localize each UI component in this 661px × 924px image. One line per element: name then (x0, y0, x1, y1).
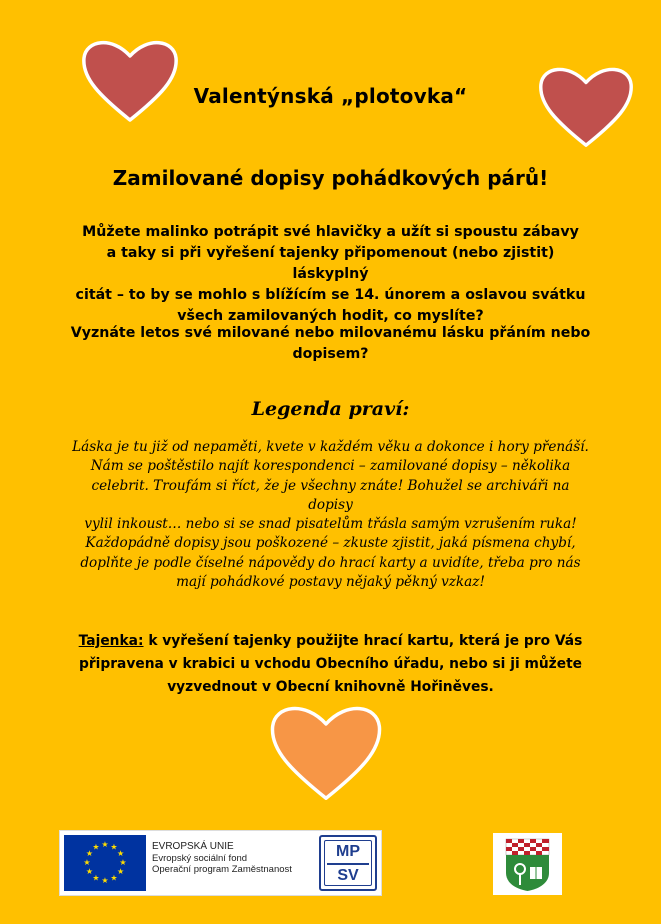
svg-text:★: ★ (92, 842, 100, 852)
intro-paragraph (70, 222, 591, 327)
eu-logo (59, 830, 382, 896)
eu-flag-icon (64, 835, 146, 891)
svg-text:★: ★ (85, 849, 93, 858)
mpsv-logo (319, 835, 377, 891)
mpsv-top: MP (336, 843, 360, 860)
tajenka-text: k vyřešení tajenky použijte hrací kartu, která je pro Vás (143, 633, 583, 649)
legend-line: mají pohádkové postavy nějaký pěkný vzkaz! (176, 574, 485, 591)
eu-program: Operační program Zaměstnanost (152, 864, 292, 875)
svg-text:★: ★ (110, 842, 118, 852)
legend-paragraph (68, 438, 593, 592)
intro-line: všech zamilovaných hodit, co myslíte? (177, 308, 484, 324)
tajenka-line: vyzvednout v Obecní knihovně Hořiněves. (167, 679, 494, 695)
intro-line: Můžete malinko potrápit své hlavičky a užít si spoustu zábavy (82, 224, 579, 240)
svg-text:★: ★ (117, 849, 125, 858)
eu-logo-text (152, 841, 312, 876)
legend-line: Každopádně dopisy jsou poškozené – zkuste zjistit, jaká písmena chybí, (85, 535, 576, 552)
tajenka-line (70, 630, 591, 653)
legend-line: celebrit. Troufám si říct, že je všechny znáte! Bohužel se archiváři na dopisy (91, 477, 570, 513)
heart-bottom-icon (268, 699, 384, 807)
legend-line: Láska je tu již od nepaměti, kvete v každém věku a dokonce i hory přenáší. (72, 439, 589, 455)
tajenka-paragraph (70, 630, 591, 699)
svg-text:★: ★ (101, 840, 109, 849)
intro-line: citát – to by se mohlo s blížícím se 14. únorem a oslavou svátku (75, 287, 586, 303)
page-subtitle: Zamilované dopisy pohádkových párů! (112, 166, 549, 190)
svg-text:★: ★ (110, 873, 118, 883)
svg-text:★: ★ (117, 867, 125, 876)
crest-icon (493, 833, 562, 895)
mpsv-bottom: SV (337, 866, 359, 884)
svg-text:★: ★ (83, 858, 91, 867)
legend-line: vylil inkoust… nebo si se snad pisatelům třásla samým vzrušením ruka! (84, 516, 577, 533)
tajenka-line: připravena v krabici u vchodu Obecního úřadu, nebo si ji můžete (78, 656, 583, 672)
legend-line: Nám se poštěstilo najít korespondenci – zamilované dopisy – několika (90, 458, 571, 475)
intro-line: a taky si při vyřešení tajenky připomenout (nebo zjistit) láskyplný (106, 245, 555, 282)
eu-fund: Evropský sociální fond (152, 852, 248, 864)
page-title: Valentýnská „plotovka“ (193, 84, 468, 108)
legend-line: doplňte je podle číselné nápovědy do hrací karty a uvidíte, třeba pro nás (80, 554, 581, 571)
municipal-crest (493, 833, 562, 895)
svg-text:★: ★ (85, 867, 93, 876)
legend-heading: Legenda praví: (251, 398, 410, 420)
intro-question (70, 323, 591, 365)
svg-text:★: ★ (92, 873, 100, 883)
svg-text:★: ★ (101, 876, 109, 885)
heart-top-left-icon (80, 36, 180, 126)
intro-question-line: dopisem? (292, 346, 369, 362)
eu-name: EVROPSKÁ UNIE (152, 841, 234, 852)
intro-question-line: Vyznáte letos své milované nebo milovanému lásku přáním nebo (70, 325, 591, 341)
svg-text:★: ★ (119, 858, 127, 867)
tajenka-label: Tajenka: (78, 633, 144, 649)
